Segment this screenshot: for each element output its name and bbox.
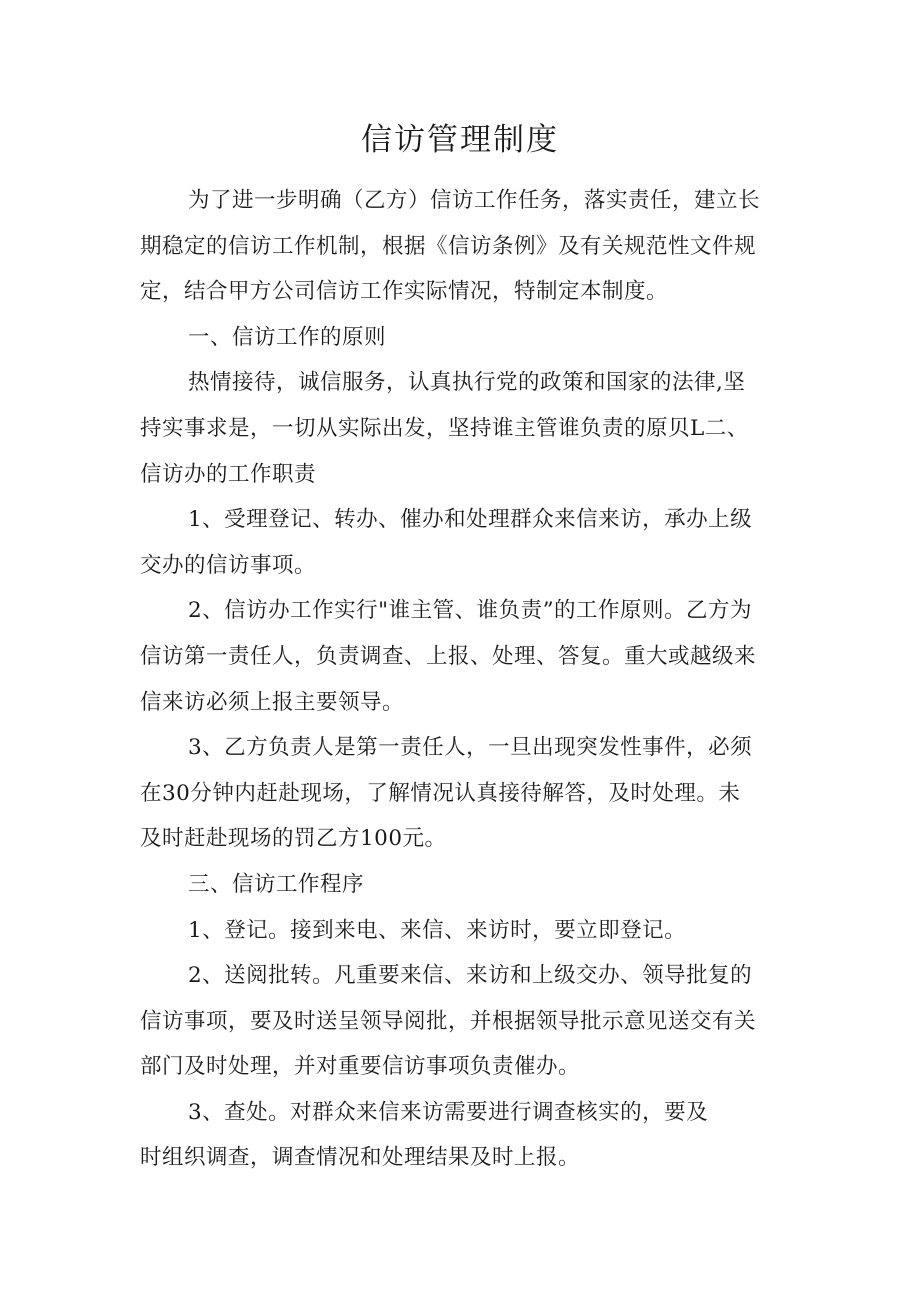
text-line: 时组织调查，调查情况和处理结果及时上报。 [140, 1145, 581, 1171]
text-line: 信访第一责任人，负责调查、上报、处理、答复。重大或越级来 [140, 643, 757, 669]
text-line: 信来访必须上报主要领导。 [140, 689, 405, 715]
text-line: 信访办的工作职责 [140, 461, 317, 487]
text-line: 信访事项，要及时送呈领导阅批，并根据领导批示意见送交有关 [140, 1008, 757, 1034]
text-line: 3、查处。对群众来信来访需要进行调查核实的，要及 [188, 1099, 709, 1125]
text-line: 1、登记。接到来电、来信、来访时，要立即登记。 [188, 917, 687, 943]
section-heading: 一、信访工作的原则 [188, 324, 387, 350]
text-line: 1、受理登记、转办、催办和处理群众来信来访，承办上级 [188, 507, 753, 533]
text-line: 为了进一步明确（乙方）信访工作任务，落实责任，建立长 [188, 188, 761, 213]
text-line: 定，结合甲方公司信访工作实际情况，特制定本制度。 [140, 279, 669, 305]
text-line: 在30分钟内赶赴现场，了解情况认真接待解答，及时处理。未 [140, 780, 741, 806]
text-line: 2、送阅批转。凡重要来信、来访和上级交办、领导批复的 [188, 963, 753, 989]
text-line: 2、信访办工作实行"谁主管、谁负责”的工作原则。乙方为 [188, 598, 753, 624]
text-line: 持实事求是，一切从实际出发，坚持谁主管谁负责的原贝L二、 [140, 415, 749, 441]
text-line: 3、乙方负责人是第一责任人，一旦出现突发性事件，必须 [188, 735, 753, 761]
document-title: 信访管理制度 [361, 122, 559, 158]
section-heading: 三、信访工作程序 [188, 871, 365, 897]
text-line: 交办的信访事项。 [140, 552, 317, 578]
text-line: 部门及时处理，并对重要信访事项负责催办。 [140, 1054, 581, 1080]
text-line: 及时赶赴现场的罚乙方100元。 [140, 826, 447, 852]
text-line: 热情接待，诚信服务，认真执行党的政策和国家的法律,坚 [188, 370, 746, 396]
document-body [140, 178, 788, 1181]
text-line: 期稳定的信访工作机制，根据《信访条例》及有关规范性文件规 [140, 233, 757, 259]
